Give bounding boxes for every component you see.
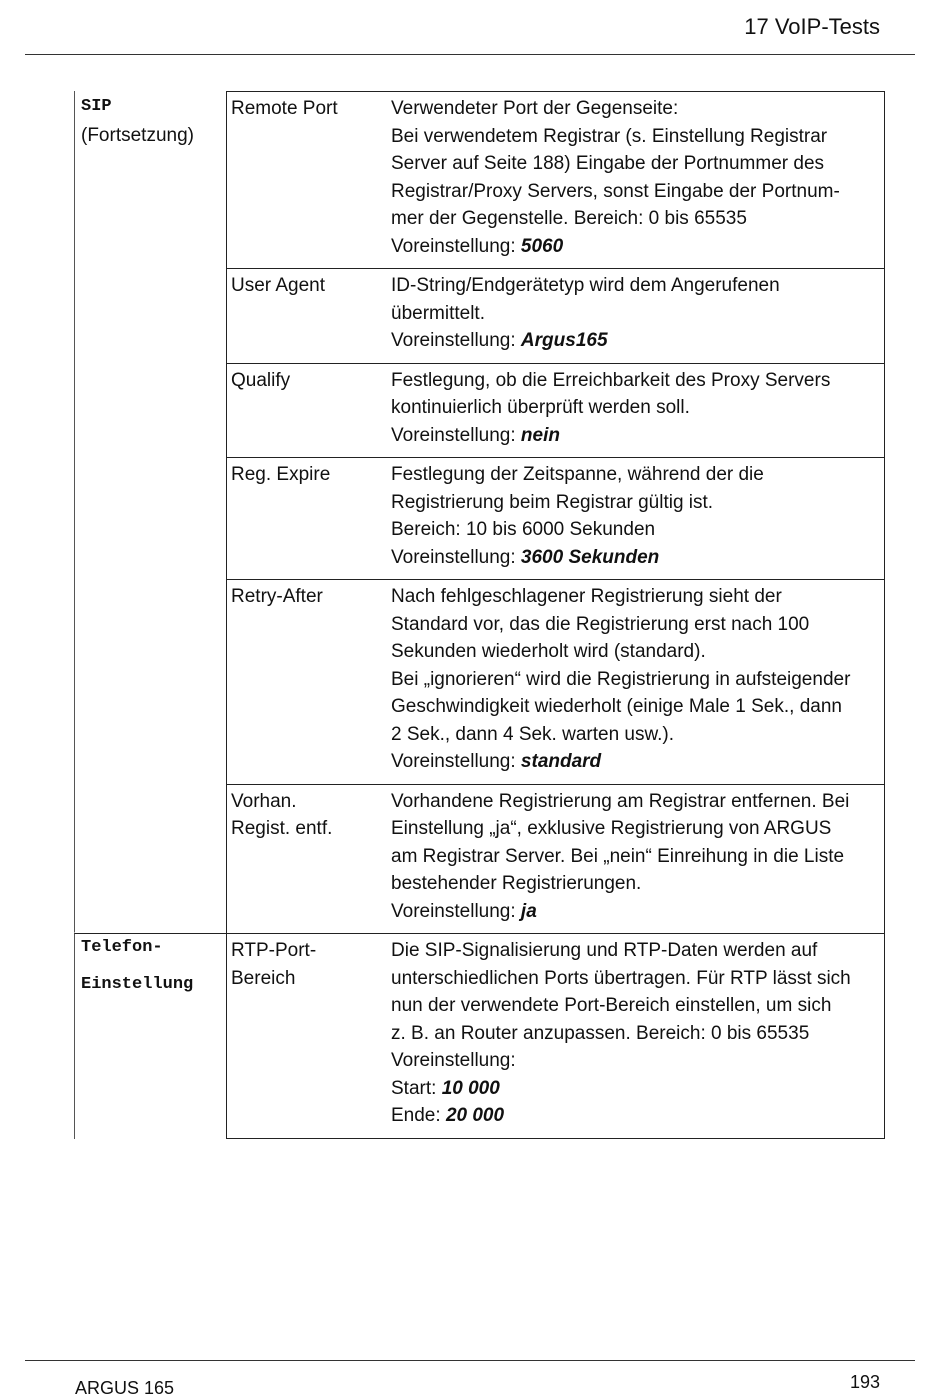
desc-line: am Registrar Server. Bei „nein“ Einreihung in die Liste — [391, 845, 845, 867]
default-label: Ende: — [391, 1105, 446, 1126]
default-value: 20 000 — [445, 1105, 505, 1126]
desc-line: ID-String/Endgerätetyp wird dem Angerufenen — [391, 275, 780, 296]
desc-line: nun der verwendete Port-Bereich einstellen, um sich — [391, 995, 832, 1016]
param-name — [227, 785, 387, 934]
param-name — [227, 934, 387, 1138]
page-header-title: 17 VoIP-Tests — [744, 14, 880, 39]
default-setting — [391, 1102, 878, 1130]
desc-line: Die SIP-Signalisierung und RTP-Daten werden auf — [391, 940, 818, 961]
footer-product-name: ARGUS 165 — [75, 1378, 175, 1398]
desc-line: 2 Sek., dann 4 Sek. warten usw.). — [391, 723, 675, 745]
param-name-line: Vorhan. — [231, 790, 297, 812]
desc-line: kontinuierlich überprüft werden soll. — [391, 397, 690, 418]
desc-line: Server auf Seite 188) Eingabe der Portnummer des — [391, 153, 825, 174]
parameter-rows — [226, 933, 885, 1139]
category-keyword: Telefon- — [81, 938, 163, 957]
default-setting — [391, 422, 878, 450]
default-label: Voreinstellung: — [391, 330, 521, 351]
desc-line: Registrar/Proxy Servers, sonst Eingabe der Portnum- — [391, 180, 840, 202]
desc-line: Sekunden wiederholt wird (standard). — [391, 641, 706, 662]
default-value: standard — [520, 751, 602, 772]
desc-line: Bei verwendetem Registrar (s. Einstellung Registrar — [391, 125, 828, 147]
param-description — [387, 269, 884, 363]
param-name — [227, 364, 387, 458]
desc-line: unterschiedlichen Ports übertragen. Für RTP lässt sich — [391, 967, 851, 989]
category-cell — [74, 91, 226, 933]
param-description — [387, 92, 884, 268]
default-value: 3600 Sekunden — [520, 546, 660, 568]
desc-line: Festlegung der Zeitspanne, während der die — [391, 464, 764, 485]
param-name-line: RTP-Port- — [231, 940, 317, 961]
desc-line: Festlegung, ob die Erreichbarkeit des Proxy Servers — [391, 369, 831, 391]
param-name — [227, 269, 387, 363]
param-name — [227, 580, 387, 784]
section-telefon-einstellung — [74, 933, 885, 1139]
desc-line: z. B. an Router anzupassen. Bereich: 0 bis 65535 — [391, 1022, 810, 1044]
table-row — [227, 458, 884, 580]
default-setting — [391, 748, 878, 776]
param-name-line: Regist. entf. — [231, 818, 333, 839]
default-label: Voreinstellung: — [391, 235, 521, 257]
desc-line: mer der Gegenstelle. Bereich: 0 bis 65535 — [391, 208, 747, 229]
param-description — [387, 458, 884, 579]
desc-line: Voreinstellung: — [391, 1050, 516, 1071]
default-label: Voreinstellung: — [391, 900, 521, 922]
param-name-line: Qualify — [231, 369, 291, 391]
category-subtitle: (Fortsetzung) — [81, 125, 194, 146]
category-keyword: Einstellung — [81, 975, 194, 994]
parameter-table — [74, 91, 885, 1139]
table-row — [227, 269, 884, 364]
param-name-line: Remote Port — [231, 98, 338, 119]
desc-line: Bereich: 10 bis 6000 Sekunden — [391, 519, 656, 540]
table-row — [227, 934, 884, 1138]
param-name-line: Bereich — [231, 967, 296, 989]
desc-line: Standard vor, das die Registrierung erst nach 100 — [391, 613, 810, 635]
default-value: nein — [520, 424, 560, 446]
desc-line: Registrierung beim Registrar gültig ist. — [391, 491, 714, 513]
param-name-line: User Agent — [231, 275, 325, 296]
param-description — [387, 580, 884, 784]
default-value: 10 000 — [441, 1077, 500, 1099]
param-description — [387, 934, 884, 1138]
default-label: Voreinstellung: — [391, 546, 521, 568]
param-name — [227, 92, 387, 268]
default-setting — [391, 327, 878, 355]
table-row — [227, 580, 884, 785]
category-keyword: SIP — [81, 97, 112, 116]
table-row — [227, 92, 884, 269]
desc-line: Verwendeter Port der Gegenseite: — [391, 98, 679, 119]
desc-line: übermittelt. — [391, 302, 485, 324]
param-description — [387, 785, 884, 934]
default-label: Start: — [391, 1077, 442, 1099]
parameter-rows — [226, 91, 885, 933]
table-row — [227, 364, 884, 459]
param-description — [387, 364, 884, 458]
default-setting — [391, 1075, 878, 1103]
page-number: 193 — [849, 1372, 880, 1392]
desc-line: Nach fehlgeschlagener Registrierung sieht der — [391, 586, 782, 607]
default-label: Voreinstellung: — [391, 751, 521, 772]
default-setting — [391, 233, 878, 261]
default-value: 5060 — [520, 235, 564, 257]
desc-line: Einstellung „ja“, exklusive Registrierung von ARGUS — [391, 818, 832, 839]
category-cell — [74, 933, 226, 1139]
default-setting — [391, 898, 878, 926]
table-row — [227, 785, 884, 934]
header-divider — [25, 54, 915, 55]
default-label: Voreinstellung: — [391, 424, 521, 446]
desc-line: Bei „ignorieren“ wird die Registrierung in aufsteigender — [391, 668, 851, 690]
param-name-line: Retry-After — [231, 586, 323, 607]
desc-line: Vorhandene Registrierung am Registrar entfernen. Bei — [391, 790, 850, 812]
footer-divider — [25, 1360, 915, 1361]
desc-line: Geschwindigkeit wiederholt (einige Male 1 Sek., dann — [391, 696, 842, 717]
default-value: Argus165 — [520, 330, 608, 351]
desc-line: bestehender Registrierungen. — [391, 873, 642, 894]
default-value: ja — [520, 900, 537, 922]
section-sip — [74, 91, 885, 933]
param-name-line: Reg. Expire — [231, 464, 331, 485]
param-name — [227, 458, 387, 579]
default-setting — [391, 544, 878, 572]
